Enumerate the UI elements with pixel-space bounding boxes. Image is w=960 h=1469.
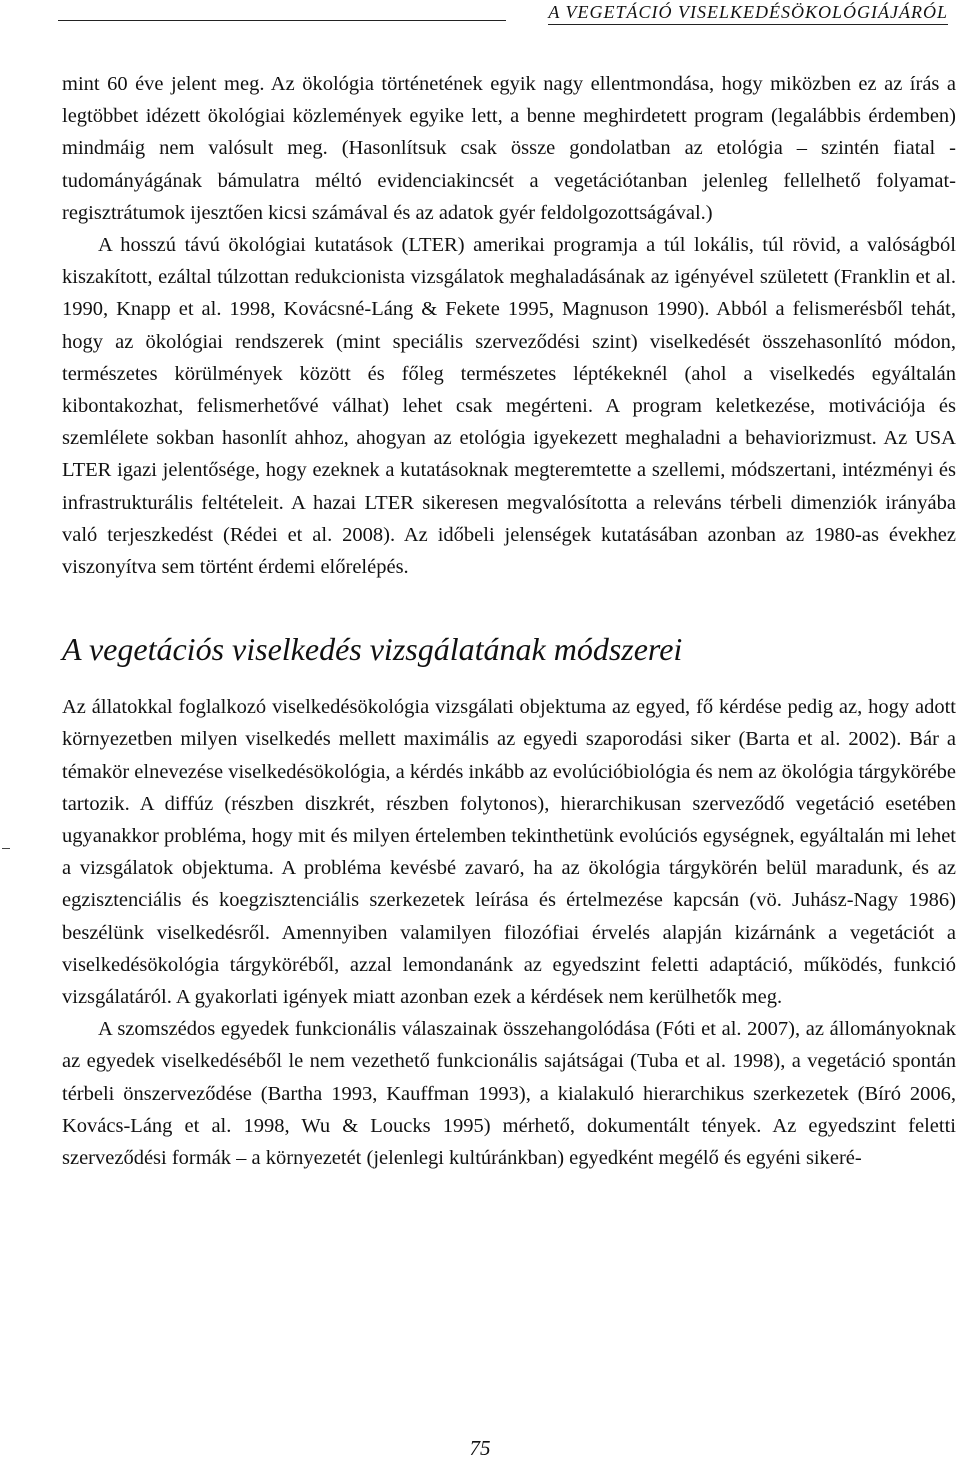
section-title: A vegetációs viselkedés vizsgálatának módszerei [62,631,683,668]
margin-mark [2,848,10,849]
paragraph-functional-responses: A szomszédos egyedek funkcionális válaszainak összehangolódása (Fóti et al. 2007), az állományoknak az egyedek viselkedéséből le nem vezethető funkcionális sajátságai (Tuba et al. 1998), a vegetáció spontán térbeli önszerveződése (Bartha 1993, Kauffman 1993), a kialakuló hierarchikus szerkezetek (Bíró 2006, Kovács-Láng et al. 1998, Wu & Loucks 1995) mérhető, dokumentált tények. Az egyedszint feletti szerveződési formák – a környezetét (jelenlegi kultúránkban) egyedként megélő és egyéni sikeré- [62,1018,956,1170]
running-head: A VEGETÁCIÓ VISELKEDÉSÖKOLÓGIÁJÁRÓL [548,2,948,25]
paragraph-lter: A hosszú távú ökológiai kutatások (LTER) amerikai programja a túl lokális, túl rövid, a valóságból kiszakított, ezáltal túlzottan redukcionista vizsgálatok meghaladásának az igényével született (Franklin et al. 1990, Knapp et al. 1998, Kovácsné-Láng & Fekete 1995, Magnuson 1990). Abból a felismerésből tehát, hogy az ökológiai rendszerek (mint speciális szerveződési szint) viselkedését összehasonlító módon, természetes körülmények között és főleg természetes léptékeknél (ahol a viselkedés egyáltalán kibontakozhat, felismerhetővé válhat) lehet csak megérteni. A program keletkezése, motivációja és szemlélete sokban hasonlít ahhoz, ahogyan az etológia igyekezett meghaladni a behaviorizmust. Az USA LTER igazi jelentősége, hogy ezeknek a kutatásoknak megteremtette a szellemi, módszertani, intézményi és infrastrukturális feltételeit. A hazai LTER sikeresen megvalósította a releváns térbeli dimenziók irányába való terjeszkedést (Rédei et al. 2008). Az időbeli jelenségek kutatásában azonban az 1980-as évekhez viszonyítva sem történt érdemi előrelépés. [62,234,956,579]
page-body [62,68,956,1174]
paragraph-behavioral-ecology: Az állatokkal foglalkozó viselkedésökológia vizsgálati objektuma az egyed, fő kérdése pedig az, hogy adott környezetben milyen viselkedés mellett maximális az egyedi szaporodási siker (Barta et al. 2002). Bár a témakör elnevezése viselkedésökológia, a kérdés inkább az evolúcióbiológia és nem az ökológia tárgykörébe tartozik. A diffúz (részben diszkrét, részben folytonos), hierarchikusan szerveződő vegetáció esetében ugyanakkor probléma, hogy mit és milyen értelemben tekinthetünk evolúciós egységnek, egyáltalán mi lehet a vizsgálatok objektuma. A probléma kevésbé zavaró, ha az ökológia tárgykörén belül maradunk, és az egzisztenciális és koegzisztenciális szerkezetek leírása és értelmezése kapcsán (vö. Juhász-Nagy 1986) beszélünk viselkedésről. Amennyiben valamilyen filozófiai érvelés alapján kizárnánk a vegetációt a viselkedésökológia tárgyköréből, azzal lemondanánk az egyedszint feletti adaptáció, működés, funkció vizsgálatáról. A gyakorlati igények miatt azonban ezek a kérdések nem kerülhetők meg. [62,696,956,1009]
page-number: 75 [469,1436,491,1460]
paragraph-continuation: mint 60 éve jelent meg. Az ökológia történetének egyik nagy ellentmondása, hogy miközben ez az írás a legtöbbet idézett ökológiai közlemények egyike lett, a benne meghirdetett program (legalábbis érdemben) mindmáig nem valósult meg. (Hasonlítsuk csak össze gondolatban az etológia – szintén fiatal - tudományágának bámulatra méltó evidenciakincsét a vegetációtanban jelenleg fellelhető folyamat-regisztrátumok ijesztően kicsi számával és az adatok gyér feldolgozottságával.) [62,73,956,224]
header-rule [58,20,506,21]
